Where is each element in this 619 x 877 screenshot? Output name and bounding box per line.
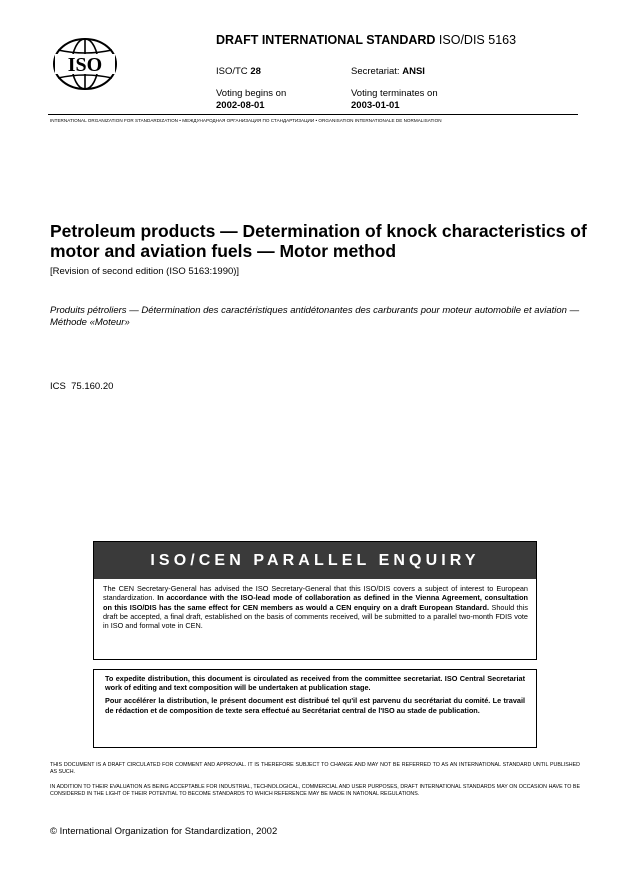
document-type-bold: DRAFT INTERNATIONAL STANDARD (216, 33, 436, 47)
iso-globe-icon (50, 37, 120, 91)
logo-text: ISO (67, 54, 103, 76)
distribution-notice-fr: Pour accélérer la distribution, le présent document est distribué tel qu'il est parvenu du secrétariat du comité. Le travail de rédaction et de composition de texte sera effectué au Secrétariat central de l'ISO au stade de publication. (105, 696, 525, 715)
voting-terminates-label: Voting terminates on (351, 88, 438, 99)
secretariat-value: ANSI (402, 66, 425, 77)
french-title: Produits pétroliers — Détermination des caractéristiques antidétonantes des carburants pour moteur automobile et aviation — Méthode «Moteur» (50, 305, 580, 328)
parallel-enquiry-text: The CEN Secretary-General has advised the ISO Secretary-General that this ISO/DIS covers a subject of interest to European standardization. In accordance with the ISO-lead mode of collaboration as defined in the Vienna Agreement, consultation on this ISO/DIS has the same effect for CEN members as would a CEN enquiry on a draft European Standard. Should this draft be accepted, a final draft, established on the basis of comments received, will be submitted to a parallel two-month FDIS vote in ISO and formal vote in CEN. (103, 584, 529, 631)
document-number: ISO/DIS 5163 (438, 33, 517, 47)
organization-line: INTERNATIONAL ORGANIZATION FOR STANDARDIZATION • МЕЖДУНАРОДНАЯ ОРГАНИЗАЦИЯ ПО СТАНДАРТИЗАЦИИ • ORGANISATION INTERNATIONALE DE NORMALISATION (50, 118, 442, 123)
ics-value: 75.160.20 (71, 381, 114, 392)
voting-begins-value: 2002-08-01 (216, 100, 265, 111)
tc-value: 28 (250, 66, 261, 77)
evaluation-disclaimer: IN ADDITION TO THEIR EVALUATION AS BEING ACCEPTABLE FOR INDUSTRIAL, TECHNOLOGICAL, COMMERCIAL AND USER PURPOSES, DRAFT INTERNATIONAL STANDARDS MAY ON OCCASION HAVE TO BE CONSIDERED IN THE LIGHT OF THEIR POTENTIAL TO BECOME STANDARDS TO WHICH REFERENCE MAY BE MADE IN NATIONAL REGULATIONS. (50, 784, 580, 797)
parallel-enquiry-heading: ISO/CEN PARALLEL ENQUIRY (94, 542, 536, 579)
tc-label: ISO/TC (216, 66, 248, 77)
voting-begins-label: Voting begins on (216, 88, 287, 99)
header-divider (48, 114, 578, 115)
iso-logo (50, 37, 120, 91)
ics-label: ICS (50, 381, 66, 392)
secretariat-field (351, 66, 425, 77)
distribution-notice-box (93, 669, 537, 748)
revision-note: [Revision of second edition (ISO 5163:1990)] (50, 266, 240, 277)
copyright-notice: © International Organization for Standardization, 2002 (50, 826, 278, 837)
document-type (216, 33, 516, 47)
draft-disclaimer: THIS DOCUMENT IS A DRAFT CIRCULATED FOR COMMENT AND APPROVAL. IT IS THEREFORE SUBJECT TO CHANGE AND MAY NOT BE REFERRED TO AS AN INTERNATIONAL STANDARD UNTIL PUBLISHED AS SUCH. (50, 762, 580, 775)
voting-terminates-value: 2003-01-01 (351, 100, 400, 111)
ics-code (50, 381, 113, 392)
document-title: Petroleum products — Determination of knock characteristics of motor and aviation fuels — Motor method (50, 221, 587, 261)
secretariat-label: Secretariat: (351, 66, 400, 77)
parallel-enquiry-box (93, 541, 537, 660)
distribution-notice-en: To expedite distribution, this document is circulated as received from the committee secretariat. ISO Central Secretariat work of editing and text composition will be undertaken at publication stage. (105, 674, 525, 693)
tc-field (216, 66, 261, 77)
